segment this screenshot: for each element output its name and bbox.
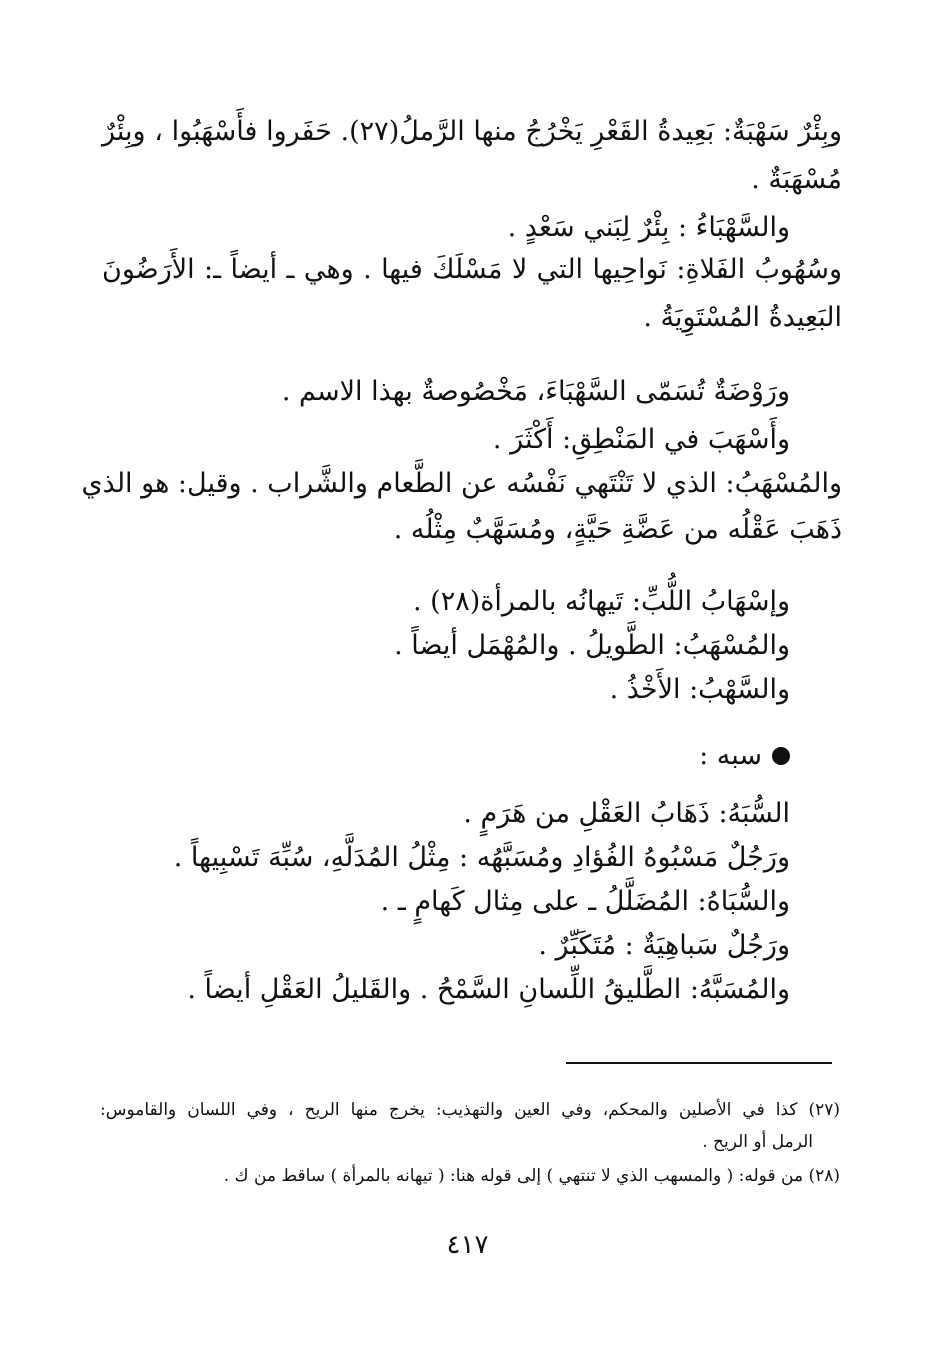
text-line-14: ورَجُلٌ مَسْبُوهُ الفُؤادِ ومُسَبَّهُه : مِثْلُ المُدَلَّهِ، سُبِّهَ تَسْبِيهاً .: [173, 842, 790, 873]
text-line-6: ورَوْضَةٌ تُسَمّى السَّهْبَاءَ، مَخْصُوصةٌ بهذا الاسم .: [281, 376, 790, 407]
text-line-8: والمُسْهَبُ: الذي لا تَنْتَهي نَفْسُه عن الطَّعام والشَّراب . وقيل: هو الذي: [81, 468, 842, 499]
text-line-2: مُسْهَبَةٌ .: [751, 164, 842, 195]
footnote-separator: [566, 1062, 832, 1064]
text-line-11: والمُسْهَبُ: الطَّويلُ . والمُهْمَل أيضاً .: [394, 630, 790, 661]
text-line-17: والمُسَبَّهُ: الطَّليقُ اللِّسانِ السَّمْحُ . والقَليلُ العَقْلِ أيضاً .: [187, 974, 790, 1005]
footnote-27-line-1: (٢٧) كذا في الأصلين والمحكم، وفي العين والتهذيب: يخرج منها الريح ، وفي اللسان والقاموس:: [100, 1100, 840, 1120]
text-line-16: ورَجُلٌ سَباهِيَةٌ : مُتَكَبِّرٌ .: [538, 930, 790, 961]
entry-heading-text: سبه :: [699, 740, 762, 771]
text-line-10: وإسْهَابُ اللُّبِّ: تَيهانُه بالمرأة(٢٨) .: [413, 586, 790, 617]
text-line-1: وبِئْرٌ سَهْبَةٌ: بَعِيدةُ القَعْرِ يَخْرُجُ منها الرَّملُ(٢٧). حَفَروا فأَسْهَبُوا ، وبِئْرٌ: [102, 116, 842, 147]
text-line-5: البَعِيدةُ المُسْتَوِيَةُ .: [643, 302, 842, 333]
text-line-4: وسُهُوبُ الفَلاةِ: نَواحِيها التي لا مَسْلَكَ فيها . وهي ـ أيضاً ـ: الأَرَضُونَ: [102, 254, 842, 285]
text-line-7: وأَسْهَبَ في المَنْطِقِ: أَكْثَرَ .: [492, 424, 790, 455]
text-line-9: ذَهَبَ عَقْلُه من عَضَّةِ حَيَّةٍ، ومُسَهَّبٌ مِثْلُه .: [393, 514, 842, 545]
text-line-13: السُّبَهُ: ذَهَابُ العَقْلِ من هَرَمٍ .: [463, 798, 790, 829]
footnote-27-line-2: الرمل أو الريح .: [702, 1132, 813, 1152]
bullet-icon: [772, 747, 790, 765]
page-number: ٤١٧: [446, 1230, 489, 1260]
footnote-28: (٢٨) من قوله: ( والمسهب الذي لا تنتهي ) إلى قوله هنا: ( تيهانه بالمرأة ) ساقط من ك .: [223, 1166, 840, 1186]
text-line-12: والسَّهْبُ: الأَخْذُ .: [609, 674, 790, 705]
entry-heading: [699, 736, 790, 777]
text-line-15: والسُّبَاهُ: المُضَلَّلُ ـ على مِثال كَهامٍ ـ .: [380, 886, 790, 917]
text-line-3: والسَّهْبَاءُ : بِئْرٌ لِبَني سَعْدٍ .: [507, 212, 790, 243]
